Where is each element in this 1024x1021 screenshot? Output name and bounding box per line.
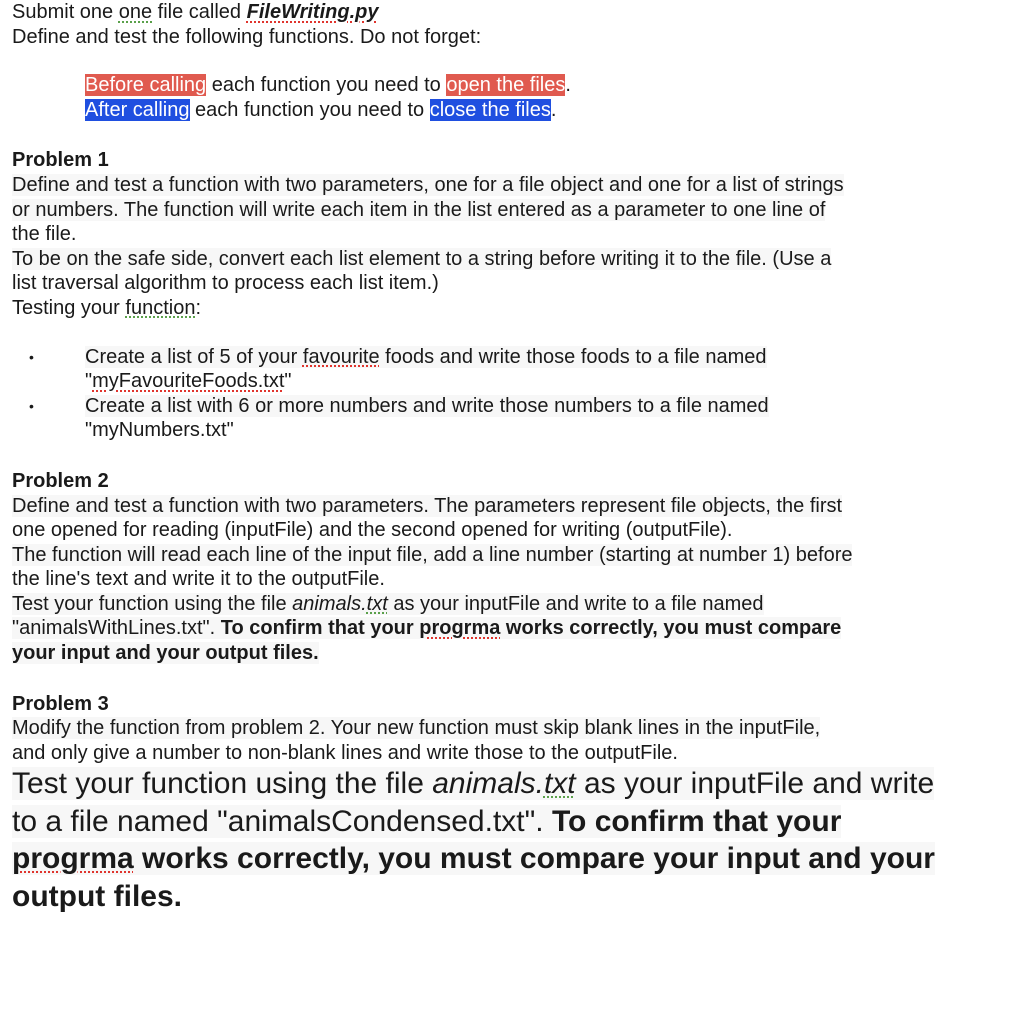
favourite-word: favourite [302,345,380,368]
output-filename: "animalsWithLines.txt". [12,617,221,640]
problem2-heading: Problem 2 [12,469,109,492]
close-files-highlight: close the files [429,98,551,121]
condensed-filename: to a file named "animalsCondensed.txt". [12,804,552,838]
animals-ext: txt [543,767,576,801]
problem3-heading: Problem 3 [12,692,109,715]
big-prefix: Test your function using the file [12,767,433,801]
testing-suffix: : [195,296,202,319]
problem3-line [12,741,1012,766]
before-mid: each function you need to [206,74,447,97]
after-reminder [12,98,1012,123]
animals-ext: txt [366,592,388,615]
submit-line [12,0,1012,25]
problem2-line [12,592,1012,617]
problem3-line [12,716,1012,741]
big-text [12,805,841,838]
confirm-text: To confirm that your [551,804,842,838]
problem1-text: Define and test a function with two parameters, one for a file object and one for a list of strings [12,173,844,196]
problem1-heading: Problem 1 [12,149,109,172]
numbers-filename: "myNumbers.txt" [85,419,234,442]
problem2-line [12,543,1012,568]
after-mid: each function you need to [189,98,430,121]
problem2-line [12,518,1012,543]
after-end: . [550,98,557,121]
foods-filename: myFavouriteFoods.txt [92,370,285,393]
bullet-item-foods [12,345,1012,370]
problem1-line [12,198,1012,223]
problem2-text: your input and your output files. [12,642,319,665]
bullet-item-numbers-cont [12,418,1012,443]
animals-file: animals. [292,592,367,615]
problem1-line [12,173,1012,198]
big-suffix: as your inputFile and write [575,767,935,801]
bullet-text-suffix: foods and write those foods to a file named [379,345,767,368]
open-files-highlight: open the files [446,74,566,97]
problem1-line [12,222,1012,247]
submit-prefix: Submit one [12,1,119,23]
problem2-text: the line's text and write it to the outputFile. [12,568,385,591]
problem3-text: and only give a number to non-blank lines and write those to the outputFile. [12,741,678,764]
confirm-text-end: works correctly, you must compare [500,617,842,640]
define-text: Define and test the following functions. Do not forget: [12,25,482,48]
test-prefix: Test your function using the file [12,592,293,615]
misspelled-word: progrma [12,842,134,876]
testing-word: function [125,296,196,319]
before-calling-highlight: Before calling [85,74,207,97]
problem1-text: To be on the safe side, convert each list element to a string before writing it to the file. (Use a [12,247,832,270]
problem2-text [12,617,841,639]
big-text [12,842,935,875]
problem1-line [12,247,1012,272]
misspelled-word: progrma [419,617,501,640]
problem1-line [12,271,1012,296]
quote-close: " [284,370,292,393]
problem1-text: the file. [12,223,77,246]
problem2-line [12,641,1012,666]
problem2-text: The function will read each line of the input file, add a line number (starting at number 1) before [12,543,853,566]
problem1-text: or numbers. The function will write each item in the list entered as a parameter to one line of [12,198,826,221]
testing-prefix: Testing your [12,296,126,319]
problem2-text [12,593,764,615]
problem3-big-line [12,878,1012,916]
problem3-text: Modify the function from problem 2. Your new function must skip blank lines in the inputFile, [12,717,821,740]
problem3-big-line [12,803,1012,841]
after-calling-highlight: After calling [85,98,190,121]
problem2-text: one opened for reading (inputFile) and the second opened for writing (outputFile). [12,519,733,542]
problem2-line [12,494,1012,519]
before-reminder [12,73,1012,98]
bullet-item-numbers [12,394,1012,419]
bullet-text: Create a list with 6 or more numbers and write those numbers to a file named [85,394,769,417]
submit-filename: FileWriting.py [246,1,379,23]
testing-line [12,296,1012,321]
bullet-item-foods-cont [12,369,1012,394]
problem3-big-line [12,840,1012,878]
before-end: . [565,74,571,97]
problem3-big-line [12,765,1012,803]
confirm-text-end: works correctly, you must compare your input and your [133,842,935,876]
define-line [12,25,1012,50]
animals-file: animals. [432,767,544,801]
confirm-text: To confirm that your [220,617,420,640]
problem2-line [12,567,1012,592]
bullet-icon: • [29,348,34,365]
problem2-line [12,616,1012,641]
test-suffix: as your inputFile and write to a file named [387,592,764,615]
bullet-icon: • [29,397,34,414]
problem2-text: Define and test a function with two parameters. The parameters represent file objects, the first [12,494,843,517]
bullet-text [85,346,767,368]
bullet-text-prefix: Create a list of 5 of your [85,345,303,368]
duplicate-word: one [118,1,153,23]
big-text: output files. [12,879,182,913]
big-text [12,767,934,800]
submit-mid: file called [152,1,247,23]
problem1-text: list traversal algorithm to process each list item.) [12,272,439,295]
quote-open: " [85,370,93,393]
